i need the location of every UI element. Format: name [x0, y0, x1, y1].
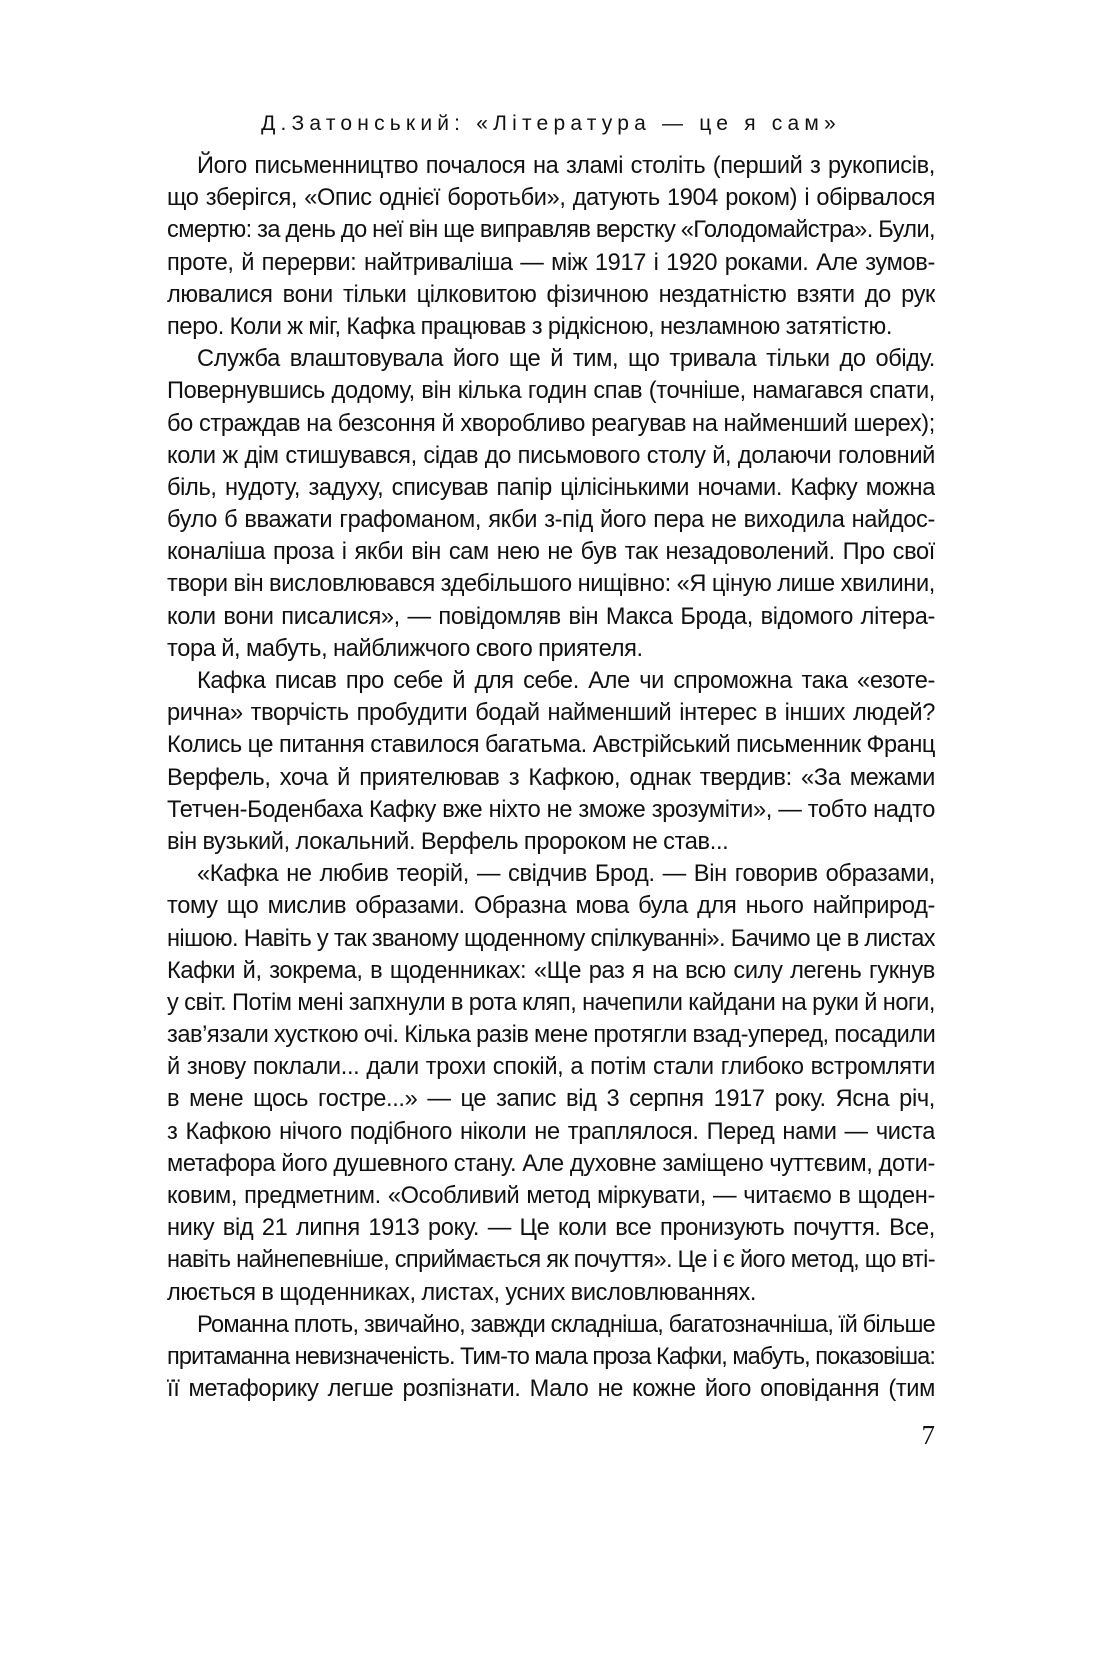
- text-line: Верфель, хоча й приятелював з Кафкою, однак твердив: «За межами: [167, 764, 935, 791]
- text-line: люється в щоденниках, листах, усних висловлюваннях.: [167, 1279, 757, 1306]
- text-line: було б вважати графоманом, якби з-під його пера не виходила найдос-: [167, 507, 935, 534]
- text-line: нику від 21 липня 1913 року. — Це коли все пронизують почуття. Все,: [167, 1215, 935, 1242]
- text-line: Повернувшись додому, він кілька годин спав (точніше, намагався спати,: [167, 378, 935, 405]
- text-line: притаманна невизначеність. Тим-то мала проза Кафки, мабуть, показовіша:: [167, 1343, 935, 1370]
- text-line: ковим, предметним. «Особливий метод міркувати, — читаємо в щоден-: [167, 1183, 935, 1209]
- text-line: коли вони писалися», — повідомляв він Макса Брода, відомого літера-: [167, 603, 935, 630]
- text-line: що зберігся, «Опис однієї боротьби», датують 1904 роком) і обірвалося: [167, 185, 935, 212]
- text-line: в мене щось гостре...» — це запис від 3 серпня 1917 року. Ясна річ,: [167, 1086, 935, 1113]
- text-line: перо. Коли ж міг, Кафка працював з рідкісною, незламною затятістю.: [167, 313, 893, 340]
- text-line: навіть найнепевніше, сприймається як почуття». Це і є його метод, що вті-: [167, 1247, 935, 1274]
- running-head: Д.Затонський: «Література — це я сам»: [261, 112, 841, 135]
- text-line: коналіша проза і якби він сам нею не був так незадоволений. Про свої: [167, 539, 935, 566]
- text-line: твори він висловлювався здебільшого нищівно: «Я ціную лише хвилини,: [167, 571, 935, 598]
- body-text: [167, 150, 935, 1405]
- text-line: у світ. Потім мені запхнули в рота кляп, начепили кайдани на руки й ноги,: [167, 989, 935, 1016]
- paragraph: [167, 150, 935, 343]
- text-line: Тетчен-Боденбаха Кафку вже ніхто не зможе зрозуміти», — тобто надто: [167, 796, 935, 823]
- text-line: лювалися вони тільки цілковитою фізичною нездатністю взяти до рук: [167, 281, 935, 308]
- text-line: Кафки й, зокрема, в щоденниках: «Ще раз я на всю силу легень гукнув: [167, 957, 935, 984]
- paragraph: [167, 665, 935, 858]
- text-line: біль, нудоту, задуху, списував папір цілісінькими ночами. Кафку можна: [167, 474, 935, 501]
- text-line: Кафка писав про себе й для себе. Але чи спроможна така «езоте-: [197, 668, 935, 694]
- text-line: й знову поклали... дали трохи спокій, а потім стали глибоко встромляти: [167, 1054, 935, 1081]
- text-line: Романна плоть, звичайно, завжди складніша, багатозначніша, їй більше: [197, 1311, 935, 1338]
- text-line: нішою. Навіть у так званому щоденному спілкуванні». Бачимо це в листах: [167, 925, 935, 952]
- text-line: її метафорику легше розпізнати. Мало не кожне його оповідання (тим: [167, 1376, 935, 1403]
- text-line: рична» творчість пробудити бодай найменший інтерес в інших людей?: [167, 700, 935, 727]
- text-line: смертю: за день до неї він ще виправляв верстку «Голодомайстра». Були,: [167, 217, 935, 244]
- text-line: коли ж дім стишувався, сідав до письмового столу й, долаючи головний: [167, 442, 935, 469]
- text-line: він вузький, локальний. Верфель пророком не став...: [167, 828, 729, 855]
- text-line: «Кафка не любив теорій, — свідчив Брод. — Він говорив образами,: [197, 861, 935, 888]
- text-line: проте, й перерви: найтриваліша — між 1917 і 1920 роками. Але зумов-: [167, 249, 935, 276]
- text-line: Колись це питання ставилося багатьма. Австрійський письменник Франц: [167, 732, 935, 759]
- paragraph: [167, 343, 935, 665]
- text-line: зав’язали хусткою очі. Кілька разів мене протягли взад-уперед, посадили: [167, 1022, 935, 1049]
- text-line: тора й, мабуть, найближчого свого приятеля.: [167, 635, 643, 662]
- text-line: з Кафкою нічого подібного ніколи не траплялося. Перед нами — чиста: [167, 1118, 935, 1145]
- paragraph: [167, 1309, 935, 1406]
- paragraph: [167, 858, 935, 1309]
- text-line: Служба влаштовувала його ще й тим, що тривала тільки до обіду.: [197, 346, 935, 373]
- page-number: 7: [921, 1420, 935, 1450]
- text-line: бо страждав на безсоння й хворобливо реагував на найменший шерех);: [167, 410, 935, 437]
- text-line: метафора його душевного стану. Але духовне заміщено чуттєвим, доти-: [167, 1150, 935, 1177]
- text-line: Його письменництво почалося на зламі століть (перший з рукописів,: [197, 153, 935, 179]
- text-line: тому що мислив образами. Образна мова була для нього найприрод-: [167, 893, 935, 920]
